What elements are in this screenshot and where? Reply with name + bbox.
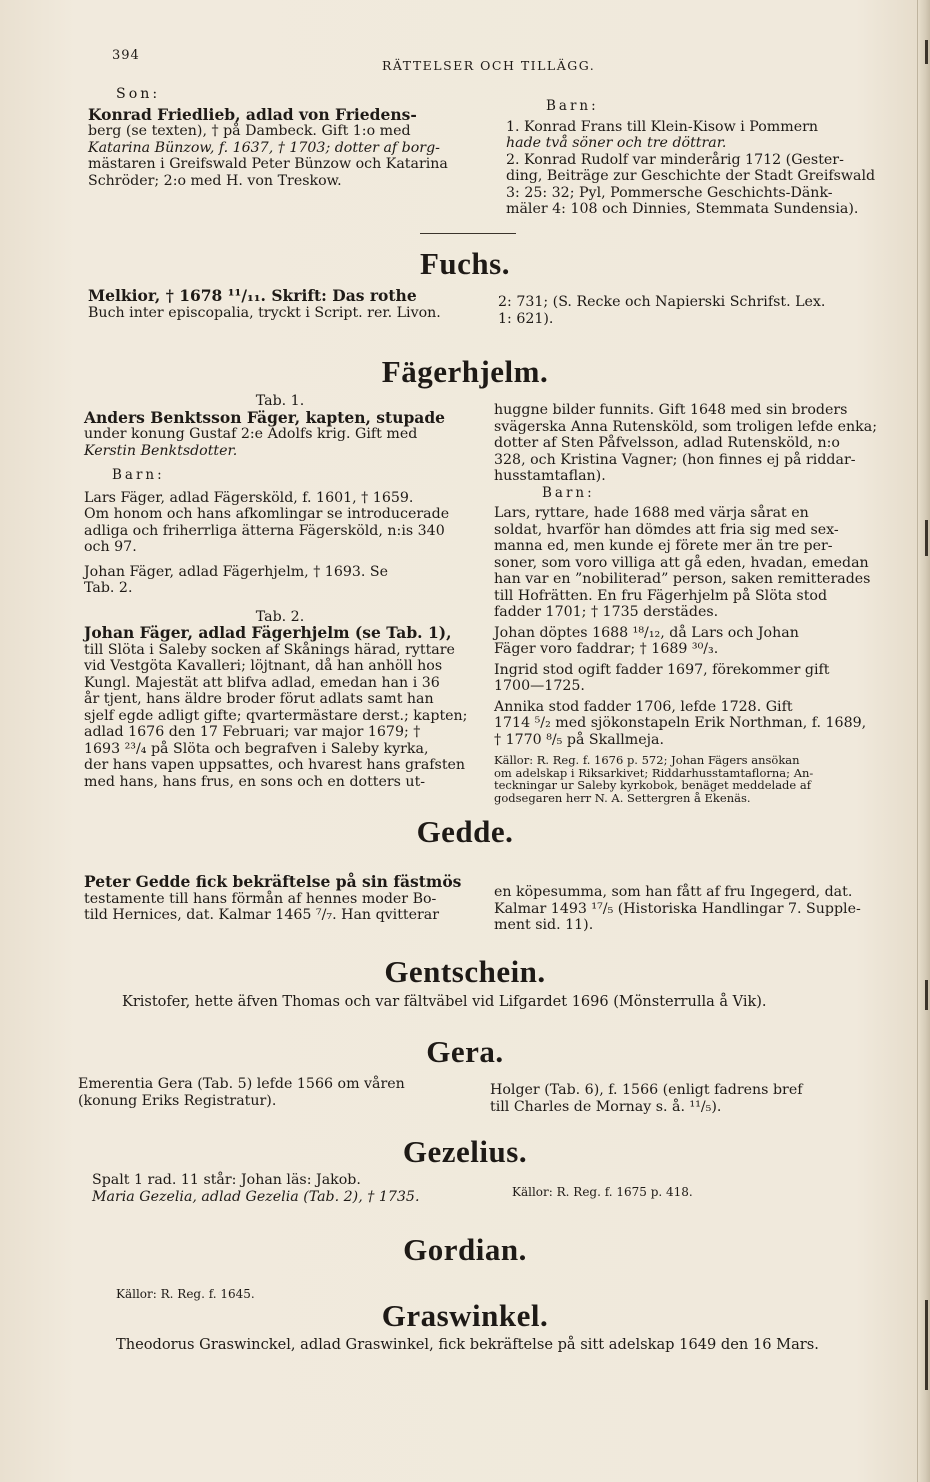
source-line-4: godsegaren herr N. A. Settergren å Ekenäs. — [494, 790, 751, 805]
heading-graswinkel: Graswinkel. — [381, 1298, 549, 1333]
gedde-left — [84, 874, 480, 924]
running-title: RÄTTELSER OCH TILLÄGG. — [382, 58, 596, 73]
tab2-line-7: adlad 1676 den 17 Februari; var major 1679; † — [84, 724, 421, 740]
fr-child-11: 1700—1725. — [494, 678, 585, 694]
graswinkel-line: Theodorus Graswinckel, adlad Graswinkel, fick bekräftelse på sitt adelskap 1649 den 16 Mars. — [116, 1336, 819, 1353]
heading-gezelius: Gezelius. — [402, 1134, 528, 1169]
friedens-r-line-5: 3: 25: 32; Pyl, Pommersche Geschichts-Dänk- — [506, 184, 833, 201]
gera-r-line-1: Holger (Tab. 6), f. 1566 (enligt fadrens bref — [490, 1082, 803, 1098]
gezelius-left — [92, 1172, 482, 1205]
friedens-r-line-6: mäler 4: 108 och Dinnies, Stemmata Sundensia). — [506, 201, 859, 217]
fr-line-3: dotter af Sten Påfvelsson, adlad Rutensköld, n:o — [494, 435, 840, 451]
heading-gedde: Gedde. — [416, 814, 514, 849]
friedens-r-line-3: 2. Konrad Rudolf var minderårig 1712 (Gester- — [506, 151, 844, 168]
gedde-right — [494, 884, 894, 934]
gezelius-line-1: Spalt 1 rad. 11 står: Johan läs: Jakob. — [92, 1172, 361, 1188]
fr-child-8: Johan döptes 1688 ¹⁸/₁₂, då Lars och Johan — [494, 624, 799, 641]
fuchs-r-line-2: 1: 621). — [498, 310, 554, 327]
tab2-line-6: sjelf egde adligt gifte; qvartermästare derst.; kapten; — [84, 707, 468, 724]
source-line-2: om adelskap i Riksarkivet; Riddarhusstamtaflorna; An- — [494, 765, 814, 780]
gezelius-line-2: Maria Gezelia, adlad Gezelia (Tab. 2), † 1735. — [92, 1188, 420, 1205]
heading-gordian: Gordian. — [403, 1232, 527, 1267]
fagerhjelm-sources — [494, 754, 894, 804]
fuchs-r-line-1: 2: 731; (S. Recke och Napierski Schrifst. Lex. — [498, 294, 826, 310]
gera-line-1: Emerentia Gera (Tab. 5) lefde 1566 om våren — [78, 1076, 405, 1092]
source-line-3: teckningar ur Saleby kyrkobok, benäget meddelade af — [494, 778, 811, 792]
friedens-line-1: Konrad Friedlieb, adlad von Friedens- — [88, 104, 417, 124]
tab1-line-3: Kerstin Benktsdotter. — [84, 442, 238, 459]
fr-child-3: manna ed, men kunde ej förete mer än tre per- — [494, 538, 833, 554]
gordian-source: Källor: R. Reg. f. 1645. — [116, 1287, 255, 1301]
tab2-line-10: med hans, hans frus, en sons och en dotters ut- — [84, 773, 426, 790]
fr-line-4: 328, och Kristina Vagner; (hon finnes ej på riddar- — [494, 451, 856, 468]
heading-fuchs: Fuchs. — [420, 246, 510, 281]
tab2-line-1: Johan Fäger, adlad Fägerhjelm (se Tab. 1), — [84, 623, 452, 642]
friedens-line-5: Schröder; 2:o med H. von Treskow. — [88, 172, 342, 189]
friedens-right-column — [506, 98, 894, 218]
fr-child-10: Ingrid stod ogift fadder 1697, förekommer gift — [494, 661, 830, 678]
tab2-line-8: 1693 ²³/₄ på Slöta och begrafven i Saleby kyrka, — [84, 740, 429, 757]
gentschein-line: Kristofer, hette äfven Thomas och var fältväbel vid Lifgardet 1696 (Mönsterrulla å Vik). — [122, 994, 767, 1010]
fr-child-2: soldat, hvarför han dömdes att fria sig med sex- — [494, 521, 839, 538]
fuchs-line-2: Buch inter episcopalia, tryckt i Script. rer. Livon. — [88, 304, 441, 321]
friedens-r-line-1: 1. Konrad Frans till Klein-Kisow i Pommern — [506, 118, 819, 135]
fr-child-4: soner, som voro villiga att gå eden, hvadan, emedan — [494, 554, 869, 571]
child1-line-2: Om honom och hans afkomlingar se introducerade — [84, 506, 450, 522]
friedens-left-column — [88, 86, 484, 189]
gedde-line-3: tild Hernices, dat. Kalmar 1465 ⁷/₇. Han qvitterar — [84, 907, 440, 923]
fuchs-left — [88, 288, 478, 321]
gedde-r-line-1: en köpesumma, som han fått af fru Ingegerd, dat. — [494, 884, 853, 900]
friedens-line-4: mästaren i Greifswald Peter Bünzow och Katarina — [88, 156, 448, 172]
section-rule — [420, 233, 516, 234]
edge-mark — [925, 1300, 928, 1390]
fr-child-7: fadder 1701; † 1735 derstädes. — [494, 604, 719, 620]
barn-heading: Barn: — [546, 98, 599, 114]
gedde-line-2: testamente till hans förmån af hennes moder Bo- — [84, 890, 437, 907]
friedens-line-3: Katarina Bünzow, f. 1637, † 1703; dotter af borg- — [88, 139, 440, 156]
heading-fagerhjelm: Fägerhjelm. — [381, 354, 549, 389]
child1-line-5: Johan Fäger, adlad Fägerhjelm, † 1693. Se — [84, 563, 389, 580]
fr-line-1: huggne bilder funnits. Gift 1648 med sin broders — [494, 402, 848, 418]
tab1-heading: Tab. 1. — [255, 393, 305, 409]
tab1-line-2: under konung Gustaf 2:e Adolfs krig. Gift med — [84, 426, 418, 442]
fr-child-14: † 1770 ⁸/₅ på Skallmeja. — [494, 731, 665, 748]
son-heading: Son: — [116, 86, 161, 102]
fr-child-12: Annika stod fadder 1706, lefde 1728. Gift — [494, 698, 793, 715]
tab2-line-9: der hans vapen uppsattes, och hvarest hans grafsten — [84, 757, 466, 773]
edge-mark — [925, 520, 928, 556]
tab2-heading: Tab. 2. — [255, 608, 305, 625]
fr-barn: Barn: — [542, 484, 595, 501]
gera-left — [78, 1076, 474, 1109]
gedde-line-1: Peter Gedde fick bekräftelse på sin fästmös — [84, 872, 462, 891]
fagerhjelm-right — [494, 402, 894, 804]
source-line-1: Källor: R. Reg. f. 1676 p. 572; Johan Fägers ansökan — [494, 753, 800, 767]
friedens-line-2: berg (se texten), † på Dambeck. Gift 1:o med — [88, 123, 411, 139]
gera-right — [490, 1082, 894, 1115]
fr-child-1: Lars, ryttare, hade 1688 med värja sårat en — [494, 505, 809, 521]
child1-line-1: Lars Fäger, adlad Fägersköld, f. 1601, † 1659. — [84, 489, 414, 506]
gedde-r-line-2: Kalmar 1493 ¹⁷/₅ (Historiska Handlingar 7. Supple- — [494, 900, 861, 917]
fuchs-right — [498, 294, 894, 327]
tab2-line-2: till Slöta i Saleby socken af Skånings härad, ryttare — [84, 641, 455, 658]
friedens-r-line-2: hade två söner och tre döttrar. — [506, 135, 727, 151]
fr-line-5: husstamtaflan). — [494, 468, 606, 484]
tab2-line-3: vid Vestgöta Kavalleri; löjtnant, då han anhöll hos — [84, 658, 443, 674]
friedens-r-line-4: ding, Beiträge zur Geschichte der Stadt Greifswald — [506, 168, 876, 184]
gera-r-line-2: till Charles de Mornay s. å. ¹¹/₅). — [490, 1098, 722, 1115]
child1-line-6: Tab. 2. — [84, 580, 133, 596]
fagerhjelm-left — [84, 393, 476, 790]
fr-child-13: 1714 ⁵/₂ med sjökonstapeln Erik Northman, f. 1689, — [494, 715, 867, 731]
fr-child-9: Fäger voro faddrar; † 1689 ³⁰/₃. — [494, 641, 719, 657]
child1-line-3: adliga och friherrliga ätterna Fägersköld, n:is 340 — [84, 522, 445, 539]
gezelius-source: Källor: R. Reg. f. 1675 p. 418. — [512, 1185, 693, 1199]
fr-line-2: svägerska Anna Rutensköld, som troligen lefde enka; — [494, 418, 878, 435]
fr-child-5: han var en ”nobiliterad” person, saken remitterades — [494, 571, 871, 587]
gera-line-2: (konung Eriks Registratur). — [78, 1092, 277, 1109]
fuchs-line-1: Melkior, † 1678 ¹¹/₁₁. Skrift: Das rothe — [88, 286, 417, 305]
gedde-r-line-3: ment sid. 11). — [494, 917, 594, 933]
tab1-barn: Barn: — [112, 467, 165, 483]
edge-mark — [925, 980, 928, 1010]
tab2-line-5: år tjent, hans äldre broder förut adlats samt han — [84, 691, 434, 707]
heading-gentschein: Gentschein. — [384, 954, 546, 989]
edge-mark — [925, 40, 928, 64]
tab2-line-4: Kungl. Majestät att blifva adlad, emedan han i 36 — [84, 674, 440, 691]
child1-line-4: och 97. — [84, 539, 137, 555]
fr-child-6: till Hofrätten. En fru Fägerhjelm på Slöta stod — [494, 587, 828, 604]
heading-gera: Gera. — [426, 1034, 504, 1069]
tab1-line-1: Anders Benktsson Fäger, kapten, stupade — [84, 407, 446, 427]
page-header — [112, 48, 907, 74]
page-number: 394 — [112, 48, 140, 63]
